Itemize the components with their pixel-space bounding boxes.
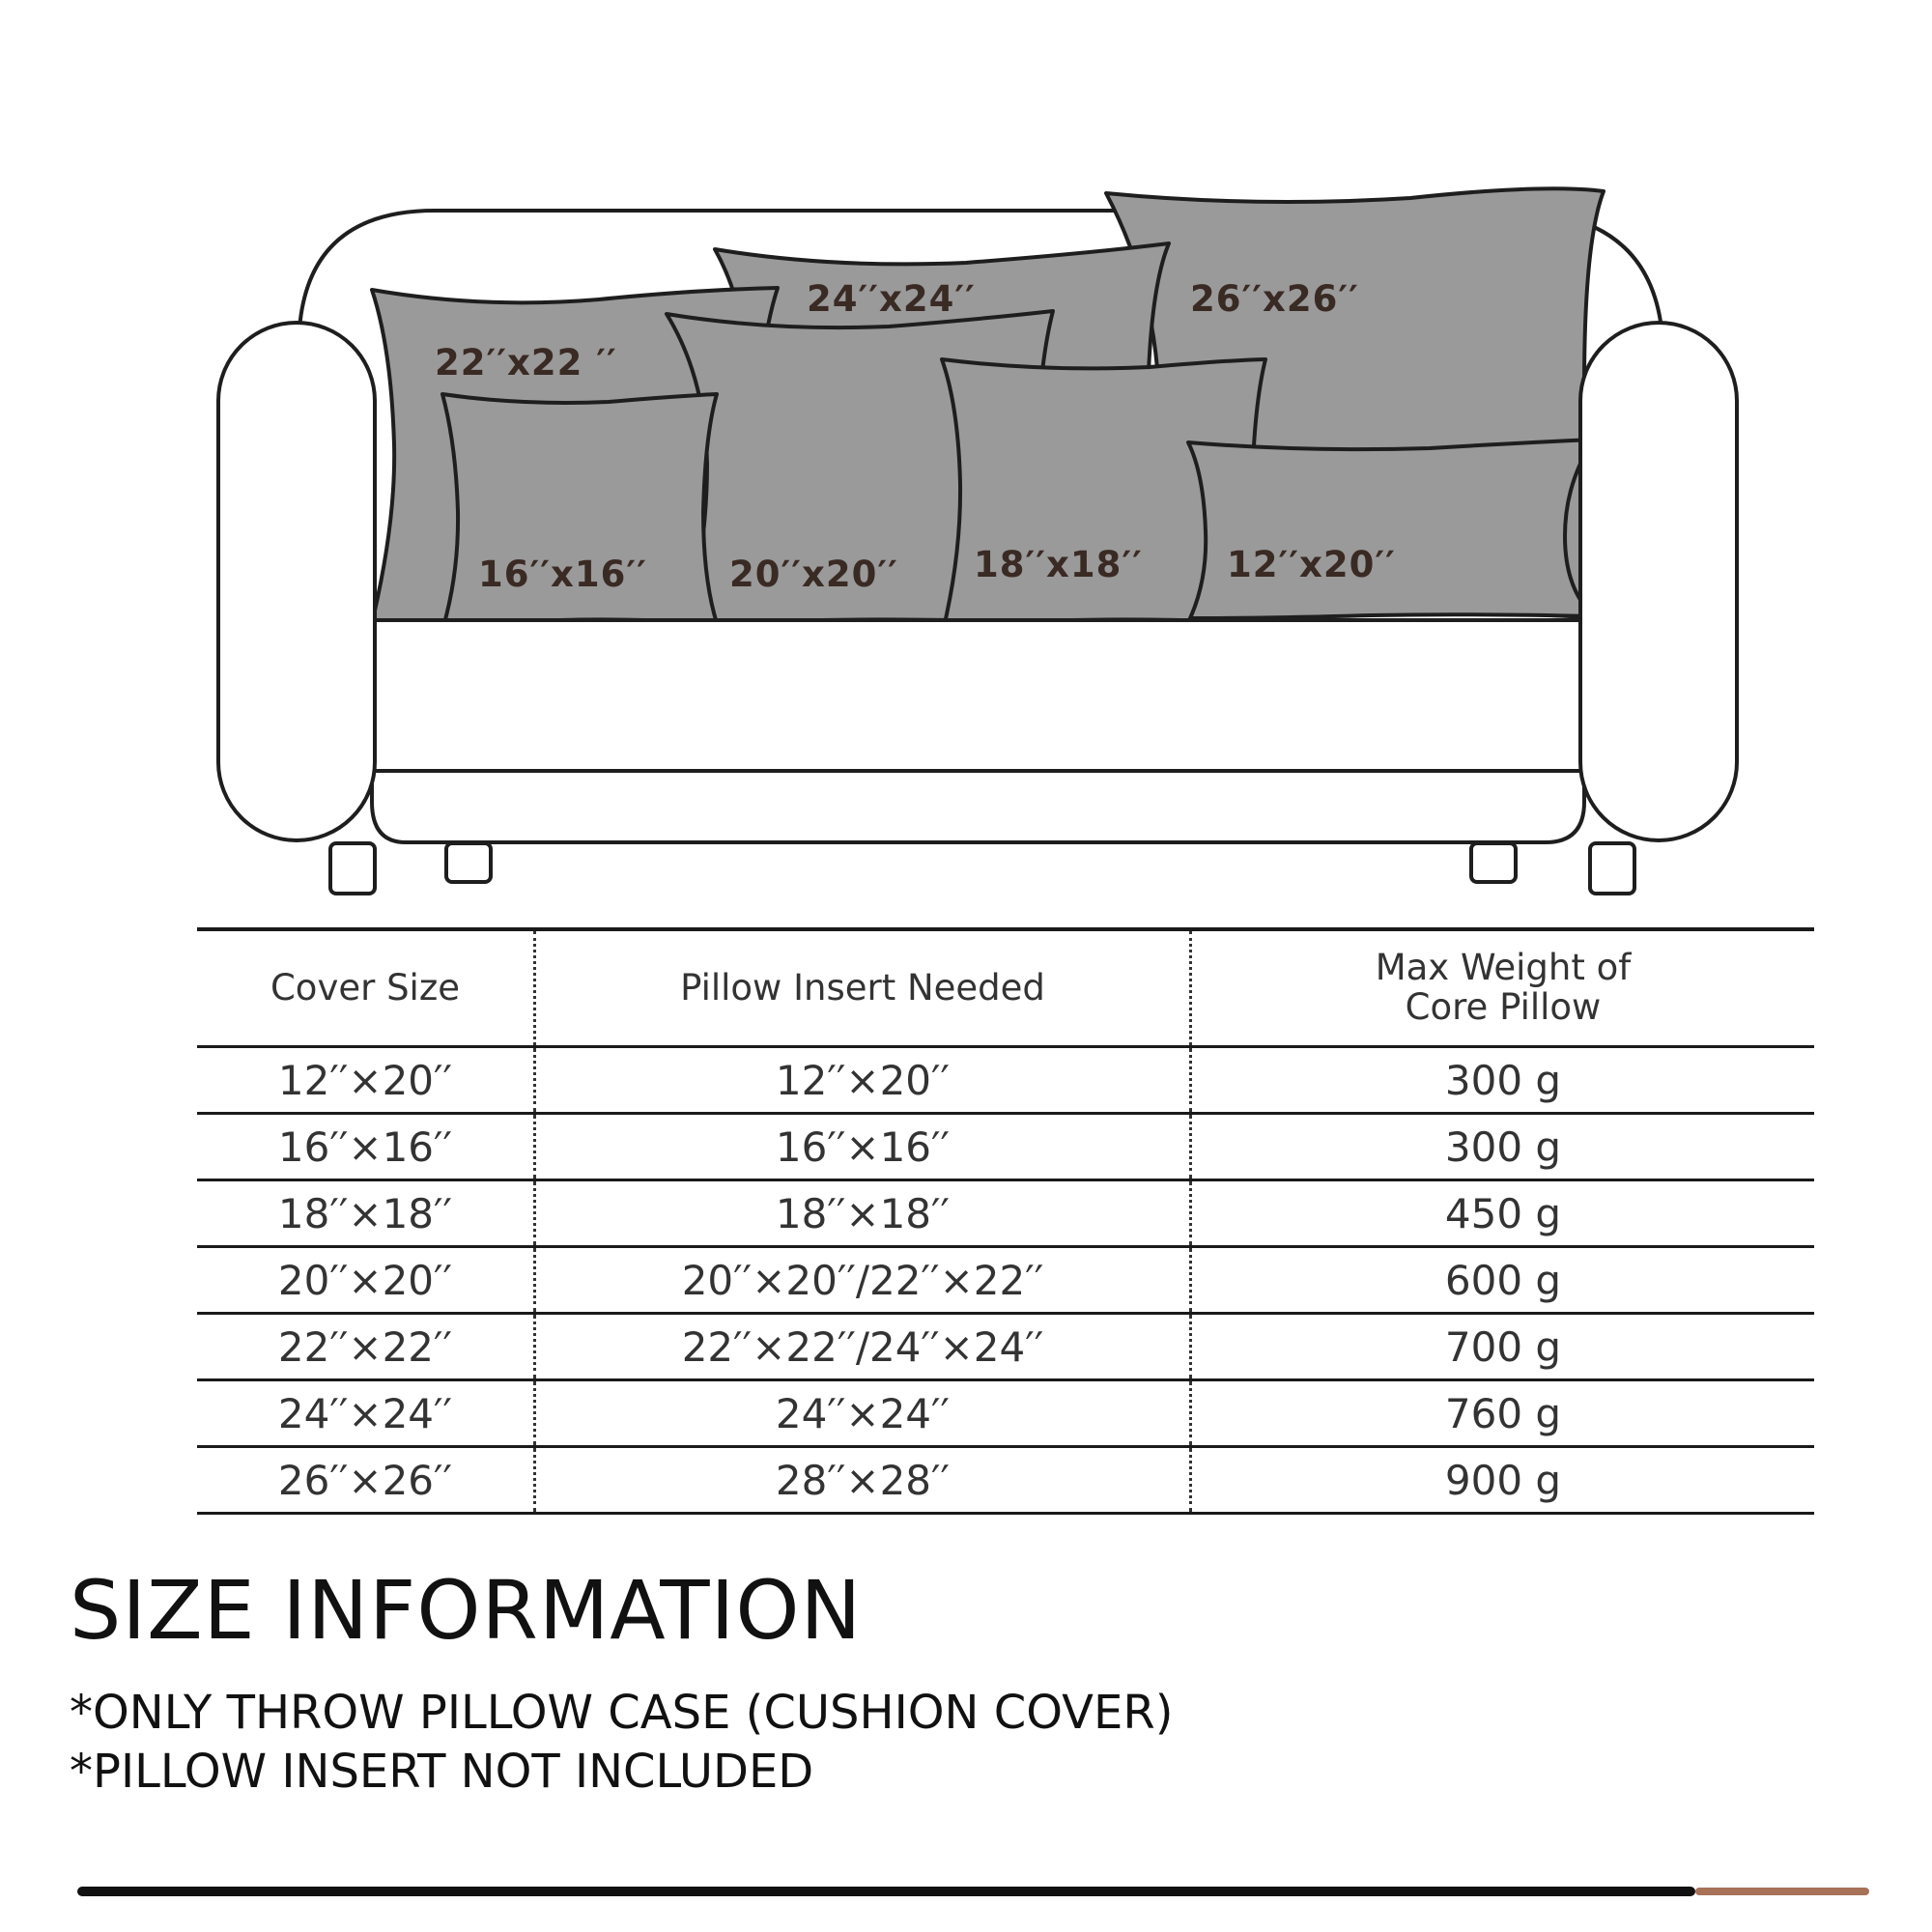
cell-cover: 20′′×20′′ bbox=[197, 1247, 535, 1314]
cell-cover: 22′′×22′′ bbox=[197, 1314, 535, 1380]
sofa-left-arm bbox=[218, 323, 375, 840]
cell-cover: 16′′×16′′ bbox=[197, 1114, 535, 1180]
pillow-label-24x24: 24′′x24′′ bbox=[807, 278, 976, 320]
table-top-rule bbox=[197, 927, 1814, 930]
header-cover-size: Cover Size bbox=[197, 930, 535, 1047]
table-header-row bbox=[197, 930, 1814, 1047]
sofa-leg bbox=[446, 843, 491, 882]
sofa-illustration bbox=[0, 0, 1932, 918]
cell-insert: 20′′×20′′/22′′×22′′ bbox=[535, 1247, 1191, 1314]
sofa-base bbox=[372, 771, 1584, 842]
pillow-label-12x20: 12′′x20′′ bbox=[1227, 544, 1396, 585]
table-row bbox=[197, 1047, 1814, 1114]
cell-insert: 24′′×24′′ bbox=[535, 1380, 1191, 1447]
cell-cover: 18′′×18′′ bbox=[197, 1180, 535, 1247]
page-title: SIZE INFORMATION bbox=[70, 1563, 863, 1658]
sofa-leg bbox=[330, 843, 375, 894]
pillow-label-20x20: 20′′x20′′ bbox=[729, 554, 898, 595]
footer-rule bbox=[77, 1887, 1695, 1896]
cell-insert: 18′′×18′′ bbox=[535, 1180, 1191, 1247]
cell-cover: 26′′×26′′ bbox=[197, 1447, 535, 1514]
cell-weight: 760 g bbox=[1191, 1380, 1815, 1447]
table-row bbox=[197, 1447, 1814, 1514]
pillow-label-18x18: 18′′x18′′ bbox=[974, 544, 1143, 585]
table-row bbox=[197, 1114, 1814, 1180]
sofa-leg bbox=[1471, 843, 1516, 882]
cell-insert: 22′′×22′′/24′′×24′′ bbox=[535, 1314, 1191, 1380]
cell-insert: 12′′×20′′ bbox=[535, 1047, 1191, 1114]
cell-cover: 24′′×24′′ bbox=[197, 1380, 535, 1447]
cell-cover: 12′′×20′′ bbox=[197, 1047, 535, 1114]
note-insert-not-included: *PILLOW INSERT NOT INCLUDED bbox=[70, 1745, 814, 1799]
sofa-seat bbox=[372, 620, 1584, 771]
header-max-weight bbox=[1191, 930, 1815, 1047]
cell-weight: 600 g bbox=[1191, 1247, 1815, 1314]
pillow-label-16x16: 16′′x16′′ bbox=[478, 554, 647, 595]
size-table bbox=[197, 928, 1814, 1515]
header-insert-needed: Pillow Insert Needed bbox=[535, 930, 1191, 1047]
footer-accent-rule bbox=[1695, 1888, 1869, 1895]
header-max-weight-line1: Max Weight of bbox=[1375, 947, 1632, 989]
cell-weight: 300 g bbox=[1191, 1047, 1815, 1114]
cell-weight: 700 g bbox=[1191, 1314, 1815, 1380]
table-row bbox=[197, 1180, 1814, 1247]
cell-weight: 450 g bbox=[1191, 1180, 1815, 1247]
table-row bbox=[197, 1380, 1814, 1447]
pillow-12x20 bbox=[1188, 440, 1594, 618]
sofa-leg bbox=[1590, 843, 1634, 894]
cell-insert: 28′′×28′′ bbox=[535, 1447, 1191, 1514]
table-row bbox=[197, 1247, 1814, 1314]
cell-insert: 16′′×16′′ bbox=[535, 1114, 1191, 1180]
sofa-right-arm bbox=[1580, 323, 1737, 840]
note-cover-only: *ONLY THROW PILLOW CASE (CUSHION COVER) bbox=[70, 1686, 1174, 1740]
pillow-label-22x22: 22′′x22 ′′ bbox=[435, 342, 617, 384]
pillow-label-26x26: 26′′x26′′ bbox=[1190, 278, 1359, 320]
cell-weight: 300 g bbox=[1191, 1114, 1815, 1180]
header-max-weight-line2: Core Pillow bbox=[1405, 986, 1602, 1028]
cell-weight: 900 g bbox=[1191, 1447, 1815, 1514]
table-row bbox=[197, 1314, 1814, 1380]
